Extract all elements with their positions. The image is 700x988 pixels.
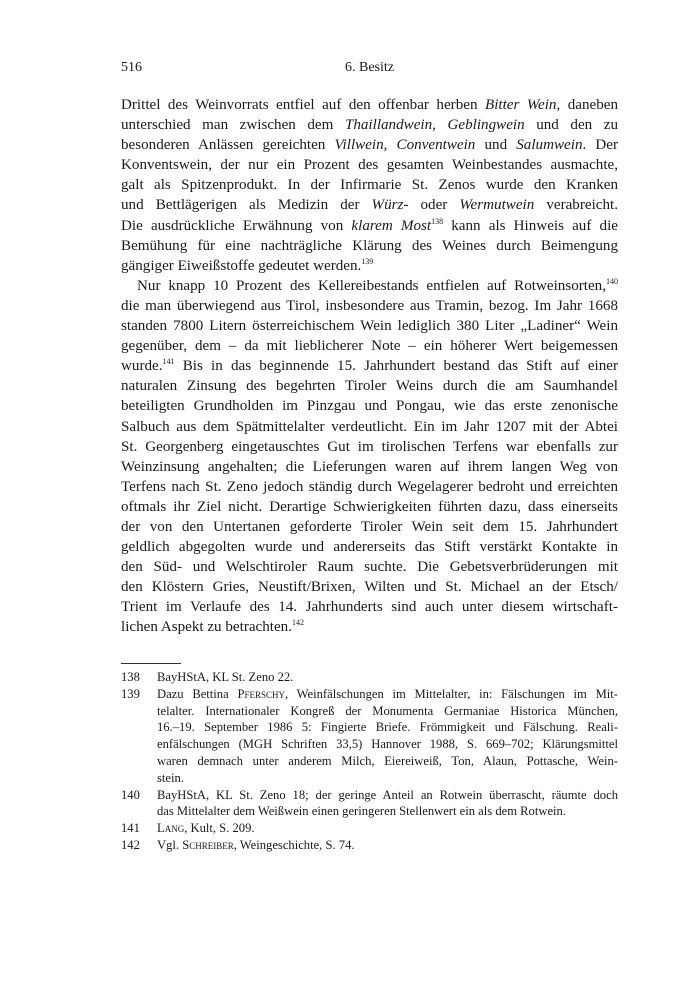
text-line bbox=[121, 376, 618, 396]
italic-term: Villwein bbox=[334, 137, 384, 154]
text-run: oder bbox=[408, 197, 460, 214]
text-run: und den zu bbox=[524, 117, 618, 134]
text-line bbox=[121, 336, 618, 356]
text-run: Bemühung für eine nachträgliche Klärung des Weines durch Beimengung bbox=[121, 237, 618, 254]
text-run: beteiligten Grundholden im Pinzgau und Pongau, wie das erste zenonische bbox=[121, 398, 618, 415]
text-line bbox=[121, 577, 618, 597]
footnote-line bbox=[157, 753, 618, 770]
text-run: BayHStA, KL St. Zeno 22. bbox=[157, 670, 294, 684]
text-line bbox=[121, 517, 618, 537]
running-head: 6. Besitz bbox=[345, 60, 394, 75]
footnote-line bbox=[157, 719, 618, 736]
footnote bbox=[121, 820, 618, 837]
text-line bbox=[121, 417, 618, 437]
footnote-number: 142 bbox=[121, 837, 140, 852]
footnote-ref: 142 bbox=[292, 618, 304, 628]
text-run: , bbox=[432, 117, 448, 134]
footnote bbox=[121, 669, 618, 686]
text-run: den Klöstern Gries, Neustift/Brixen, Wilten und St. Michael an der Etsch/ bbox=[121, 579, 618, 596]
footnote-ref: 138 bbox=[431, 216, 444, 226]
footnote-line bbox=[157, 803, 618, 820]
text-line bbox=[121, 537, 618, 557]
text-run: , Weingeschichte, S. 74. bbox=[233, 837, 355, 852]
author-name: Pferschy bbox=[237, 686, 285, 701]
footnote-line bbox=[157, 770, 618, 787]
text-line bbox=[121, 236, 618, 256]
italic-term: Salumwein bbox=[516, 137, 583, 154]
footnote-line bbox=[157, 787, 618, 804]
text-run: Weinzinsung angehalten; die Lieferungen waren auf ihrem langen Weg von bbox=[121, 458, 618, 475]
text-run: Vgl. bbox=[157, 837, 183, 852]
italic-term: Conventwein bbox=[396, 137, 476, 154]
text-line bbox=[121, 175, 618, 195]
text-run: das Mittelalter dem Weißwein einen geringeren Stellenwert ein als dem Rotwein. bbox=[157, 804, 566, 819]
text-run: waren demnach unter anderem Milch, Eiereiweiß, Ton, Alaun, Pottasche, Wein- bbox=[157, 753, 618, 768]
text-run: Terfens nach St. Zeno jedoch ständig durch Wegelagerer bedroht und erreichten bbox=[121, 478, 618, 495]
text-run: , daneben bbox=[556, 97, 618, 113]
text-line bbox=[121, 597, 618, 617]
text-line bbox=[121, 195, 618, 215]
text-run: gegenüber, dem – da mit lieblicherer Note – ein höherer Wert beigemessen bbox=[121, 338, 618, 355]
footnote-line bbox=[157, 703, 618, 720]
footnote-number: 138 bbox=[121, 670, 140, 684]
text-line bbox=[121, 256, 618, 276]
footnote-number: 140 bbox=[121, 787, 140, 802]
text-run: Trient im Verlaufe des 14. Jahrhunderts sind auch unter diesem wirtschaft- bbox=[121, 599, 618, 616]
text-run: die man überwiegend aus Tirol, insbesondere aus Tramin, bezog. Im Jahr 1668 bbox=[121, 297, 618, 314]
body-text bbox=[121, 95, 618, 638]
text-run: unterschied man zwischen dem bbox=[121, 117, 345, 134]
text-run: verabreicht. bbox=[534, 197, 618, 214]
footnote bbox=[121, 787, 618, 821]
text-run: Nur knapp 10 Prozent des Kellereibestands entfielen auf Rotweinsorten, bbox=[137, 277, 606, 294]
text-run: oftmals ihr Ziel nicht. Derartige Schwierigkeiten führten dazu, dass einerseits bbox=[121, 498, 618, 515]
footnote-separator bbox=[121, 663, 181, 664]
footnote-line bbox=[157, 837, 618, 854]
italic-term: Geblingwein bbox=[447, 117, 525, 134]
text-line bbox=[121, 617, 618, 637]
text-run: enfälschungen (MGH Schriften 33,5) Hannover 1988, S. 669–702; Klärungsmittel bbox=[157, 737, 618, 752]
footnotes bbox=[121, 669, 618, 854]
italic-term: klarem Most bbox=[351, 217, 432, 234]
text-run: Dazu Bettina bbox=[157, 686, 238, 701]
footnote-line bbox=[157, 736, 618, 753]
text-run: , Kult, S. 209. bbox=[184, 821, 255, 836]
text-run: Drittel des Weinvorrats entfiel auf den offenbar herben bbox=[121, 97, 485, 113]
page-header bbox=[121, 60, 618, 82]
text-run: der von den Untertanen geforderte Tiroler Wein seit dem 15. Jahrhundert bbox=[121, 518, 618, 535]
text-run: geldlich abgegolten wurde und andererseits das Stift verstärkt Kontakte in bbox=[121, 539, 618, 556]
text-run: kann als Hinweis auf die bbox=[443, 217, 618, 234]
author-name: Lang bbox=[157, 821, 185, 836]
footnote-ref: 139 bbox=[361, 256, 374, 266]
text-line bbox=[121, 557, 618, 577]
text-line bbox=[121, 477, 618, 497]
text-run: stein. bbox=[157, 770, 184, 785]
footnote-ref: 140 bbox=[606, 276, 618, 286]
italic-term: Wermutwein bbox=[459, 197, 535, 214]
footnote-number: 141 bbox=[121, 821, 140, 836]
text-run: Die ausdrückliche Erwähnung von bbox=[121, 217, 352, 234]
text-run: standen 7800 Litern österreichischem Wein lediglich 380 Liter „Ladiner“ Wein bbox=[121, 318, 618, 335]
footnote-line bbox=[157, 686, 618, 703]
italic-term: Würz- bbox=[371, 197, 409, 214]
footnote-line bbox=[157, 820, 618, 837]
italic-term: Thaillandwein bbox=[344, 117, 433, 134]
text-run: BayHStA, KL St. Zeno 18; der geringe Anteil an Rotwein überrascht, räumte doch bbox=[157, 787, 618, 802]
text-line bbox=[121, 437, 618, 457]
text-run: St. Georgenberg eingetauschtes Gut im tirolischen Terfens war ebenfalls zur bbox=[121, 438, 618, 455]
text-line bbox=[121, 316, 618, 336]
text-line bbox=[121, 396, 618, 416]
text-line bbox=[121, 296, 618, 316]
footnote-number: 139 bbox=[121, 686, 140, 701]
text-run: 16.–19. September 1986 5: Fingierte Briefe. Frömmigkeit und Fälschung. Reali- bbox=[157, 720, 618, 735]
author-name: Schreiber bbox=[182, 837, 234, 852]
text-run: besonderen Anlässen gereichten bbox=[121, 137, 335, 154]
text-run: lichen Aspekt zu betrachten. bbox=[121, 619, 292, 636]
text-line bbox=[121, 135, 618, 155]
footnote bbox=[121, 837, 618, 854]
footnote-line bbox=[157, 669, 618, 686]
text-run: galt als Spitzenprodukt. In der Infirmarie St. Zenos wurde den Kranken bbox=[121, 177, 618, 194]
text-run: naturalen Zinsung des begehrten Tiroler Weins durch die am Saumhandel bbox=[121, 378, 618, 395]
text-line bbox=[121, 95, 618, 115]
italic-term: Bitter Wein bbox=[484, 97, 557, 113]
text-line bbox=[121, 457, 618, 477]
text-run: Bis in das beginnende 15. Jahrhundert bestand das Stift auf einer bbox=[174, 358, 618, 375]
text-line bbox=[121, 216, 618, 236]
text-line bbox=[121, 497, 618, 517]
text-run: , Weinfälschungen im Mittelalter, in: Fälschungen im Mit- bbox=[284, 686, 618, 701]
text-line bbox=[121, 276, 618, 296]
text-line bbox=[121, 155, 618, 175]
text-run: Konventswein, der nur ein Prozent des gesamten Weinbestandes ausmachte, bbox=[121, 157, 618, 174]
text-run: Salbuch aus dem Spätmittelalter verdeutlicht. Ein im Jahr 1207 mit der Abtei bbox=[121, 418, 618, 435]
text-line bbox=[121, 115, 618, 135]
text-run: , bbox=[383, 137, 397, 154]
text-run: telalter. Internationaler Kongreß der Monumenta Germaniae Historica München, bbox=[157, 703, 618, 718]
text-run: den Süd- und Welschtiroler Raum suchte. Die Gebetsverbrüderungen mit bbox=[121, 559, 618, 576]
text-run: wurde. bbox=[121, 358, 163, 375]
text-run: und Bettlägerigen als Medizin der bbox=[121, 197, 372, 214]
page-number: 516 bbox=[121, 60, 142, 75]
footnote bbox=[121, 686, 618, 787]
text-run: . Der bbox=[582, 137, 619, 154]
text-run: und bbox=[475, 137, 517, 154]
text-run: gängiger Eiweißstoffe gedeutet werden. bbox=[121, 257, 362, 274]
text-line bbox=[121, 356, 618, 376]
footnote-ref: 141 bbox=[162, 357, 175, 367]
